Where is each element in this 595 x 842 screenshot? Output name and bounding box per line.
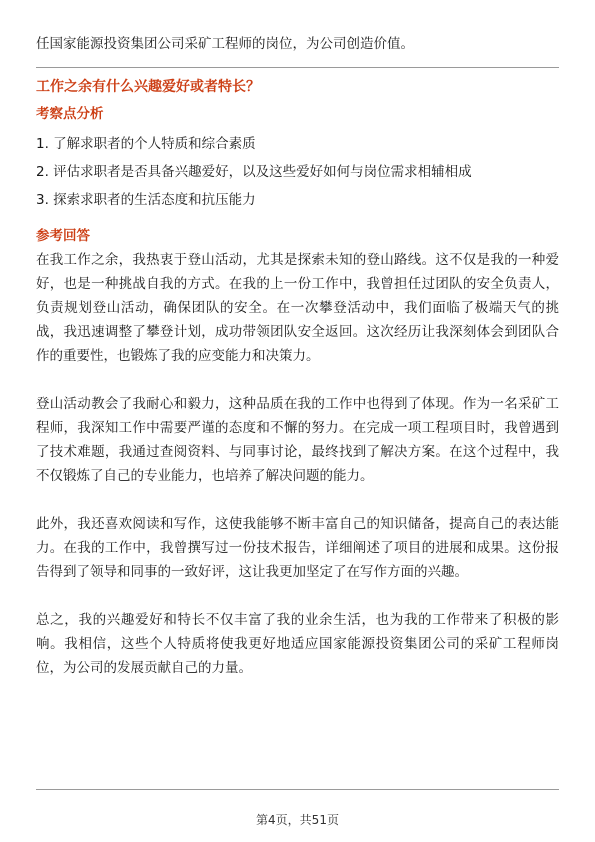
- answer-paragraph: 登山活动教会了我耐心和毅力，这种品质在我的工作中也得到了体现。作为一名采矿工程师，我深知工作中需要严谨的态度和不懈的努力。在完成一项工程项目时，我曾遇到了技术难题，我通过查阅资料、与同事讨论，最终找到了解决方案。在这个过程中，我不仅锻炼了自己的专业能力，也培养了解决问题的能力。: [36, 396, 559, 484]
- answer-label: 参考回答: [36, 228, 90, 244]
- answer-paragraph: 总之，我的兴趣爱好和特长不仅丰富了我的业余生活，也为我的工作带来了积极的影响。我相信，这些个人特质将使我更好地适应国家能源投资集团公司的采矿工程师岗位，为公司的发展贡献自己的力量。: [36, 612, 559, 676]
- answer-paragraph: 此外，我还喜欢阅读和写作，这使我能够不断丰富自己的知识储备，提高自己的表达能力。在我的工作中，我曾撰写过一份技术报告，详细阐述了项目的进展和成果。这份报告得到了领导和同事的一致好评，这让我更加坚定了在写作方面的兴趣。: [36, 516, 559, 580]
- question-heading: 工作之余有什么兴趣爱好或者特长？: [36, 79, 260, 95]
- intro-line: 任国家能源投资集团公司采矿工程师的岗位，为公司创造价值。: [36, 36, 414, 52]
- analysis-point: 1. 了解求职者的个人特质和综合素质: [36, 136, 256, 152]
- analysis-points-list: [36, 130, 559, 214]
- analysis-label: 考察点分析: [36, 106, 104, 122]
- answer-paragraph: 在我工作之余，我热衷于登山活动，尤其是探索未知的登山路线。这不仅是我的一种爱好，也是一种挑战自我的方式。在我的上一份工作中，我曾担任过团队的安全负责人，负责规划登山活动，确保团队的安全。在一次攀登活动中，我们面临了极端天气的挑战，我迅速调整了攀登计划，成功带领团队安全返回。这次经历让我深刻体会到团队合作的重要性，也锻炼了我的应变能力和决策力。: [36, 252, 559, 364]
- divider-bottom: [36, 789, 559, 790]
- analysis-point: 2. 评估求职者是否具备兴趣爱好，以及这些爱好如何与岗位需求相辅相成: [36, 164, 472, 180]
- divider-top: [36, 67, 559, 68]
- answer-body: [36, 248, 559, 704]
- document-page: [36, 0, 559, 842]
- page-number: 第4页，共51页: [256, 813, 339, 827]
- analysis-point: 3. 探索求职者的生活态度和抗压能力: [36, 192, 256, 208]
